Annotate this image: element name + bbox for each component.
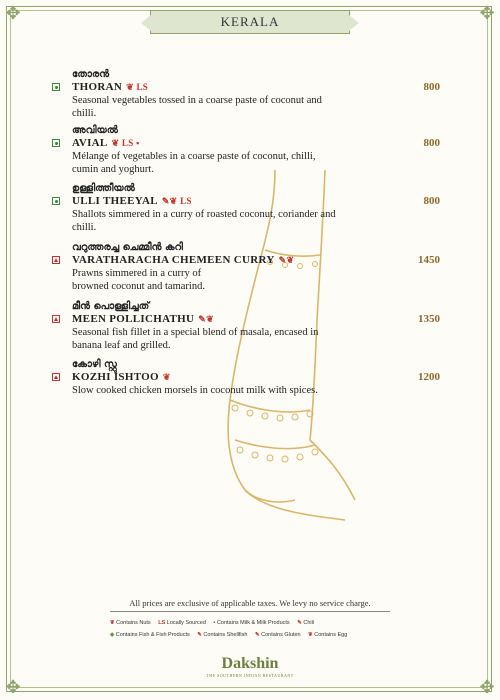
item-malayalam-name: വറുത്തരച്ച ചെമ്മീൻ കറി <box>72 242 183 253</box>
logo-name: Dakshin <box>221 655 279 672</box>
legend-label: Contains Milk & Milk Products <box>216 620 290 626</box>
restaurant-logo <box>0 655 500 678</box>
item-description: Prawns simmered in a curry of browned coconut and tamarind. <box>72 268 205 292</box>
item-name: MEEN POLLICHATHU <box>72 313 195 325</box>
item-price: 800 <box>423 195 440 207</box>
item-price: 1200 <box>418 371 440 383</box>
legend-label: Contains Fish & Fish Products <box>115 632 190 638</box>
item-description: Mélange of vegetables in a coarse paste of coconut, chilli, cumin and yoghurt. <box>72 151 316 175</box>
item-description: Slow cooked chicken morsels in coconut milk with spices. <box>72 385 318 396</box>
legend-entry <box>197 632 247 638</box>
item-tags: ❦ LS <box>126 82 149 92</box>
section-title-banner <box>150 10 350 34</box>
item-malayalam-name: അവിയൽ <box>72 125 118 136</box>
item-tags: ❦ <box>162 372 171 382</box>
menu-item <box>52 182 452 234</box>
legend-entry <box>297 620 314 626</box>
item-tags: ✎❦ LS <box>161 196 192 206</box>
section-title: KERALA <box>220 14 280 29</box>
legend-label: Contains Nuts <box>116 620 151 626</box>
item-malayalam-name: ഉള്ളിത്തീയൽ <box>72 183 135 194</box>
legend-label: Contains Shellfish <box>203 632 248 638</box>
item-name: THORAN <box>72 81 123 93</box>
item-description: Seasonal vegetables tossed in a coarse paste of coconut and chilli. <box>72 95 322 119</box>
item-malayalam-name: കോഴി സ്റ്റു <box>72 359 117 370</box>
menu-item <box>52 358 452 397</box>
legend-label: Contains Gluten <box>261 632 301 638</box>
gluten-icon: ✎ <box>254 632 260 638</box>
corner-ornament-icon: ✥ <box>5 3 21 23</box>
egg-icon: ❦ <box>308 632 313 638</box>
item-price: 800 <box>423 137 440 149</box>
item-price: 800 <box>423 81 440 93</box>
chili-icon: ✎ <box>297 620 302 626</box>
item-name: KOZHI ISHTOO <box>72 371 159 383</box>
milk-icon: ▪ <box>213 620 216 626</box>
menu-item <box>52 68 452 120</box>
allergen-legend-row-1 <box>110 620 400 626</box>
legend-entry <box>158 620 206 626</box>
nuts-icon: ❦ <box>110 620 115 626</box>
menu-item <box>52 124 452 176</box>
item-name: ULLI THEEYAL <box>72 195 158 207</box>
item-price: 1350 <box>418 313 440 325</box>
legend-entry <box>110 620 151 626</box>
legend-entry <box>255 632 301 638</box>
corner-ornament-icon: ✥ <box>5 677 21 697</box>
item-description: Seasonal fish fillet in a special blend of masala, encased in banana leaf and grilled. <box>72 327 319 351</box>
item-tags: ✎❦ <box>278 255 295 265</box>
allergen-legend-row-2 <box>110 632 400 638</box>
menu-item <box>52 241 452 293</box>
locally-sourced-icon: LS <box>158 620 166 626</box>
veg-mark-icon <box>52 197 60 205</box>
item-tags: ❦ LS ▪ <box>111 138 140 148</box>
veg-mark-icon <box>52 139 60 147</box>
item-description: Shallots simmered in a curry of roasted coconut, coriander and chilli. <box>72 209 336 233</box>
veg-mark-icon <box>52 83 60 91</box>
item-malayalam-name: തോരൻ <box>72 69 110 80</box>
legend-entry <box>110 632 190 638</box>
legend-label: Chili <box>303 620 315 626</box>
nonveg-mark-icon <box>52 256 60 264</box>
footer-divider <box>110 611 390 612</box>
corner-ornament-icon: ✥ <box>479 677 495 697</box>
tax-note: All prices are exclusive of applicable taxes. We levy no service charge. <box>129 598 371 608</box>
legend-entry <box>213 620 289 626</box>
item-name: AVIAL <box>72 137 108 149</box>
nonveg-mark-icon <box>52 315 60 323</box>
corner-ornament-icon: ✥ <box>479 3 495 23</box>
fish-icon: ◆ <box>110 632 115 638</box>
item-price: 1450 <box>418 254 440 266</box>
legend-label: Contains Egg <box>314 632 348 638</box>
shellfish-icon: ✎ <box>197 632 202 638</box>
legend-label: Locally Sourced <box>166 620 206 626</box>
item-tags: ✎❦ <box>198 314 214 324</box>
item-malayalam-name: മീൻ പൊള്ളിച്ചത് <box>72 301 150 312</box>
legend-entry <box>308 632 347 638</box>
logo-tagline: THE SOUTHERN INDIAN RESTAURANT <box>206 673 294 678</box>
item-name: VARATHARACHA CHEMEEN CURRY <box>72 254 275 266</box>
menu-item <box>52 300 452 352</box>
nonveg-mark-icon <box>52 373 60 381</box>
